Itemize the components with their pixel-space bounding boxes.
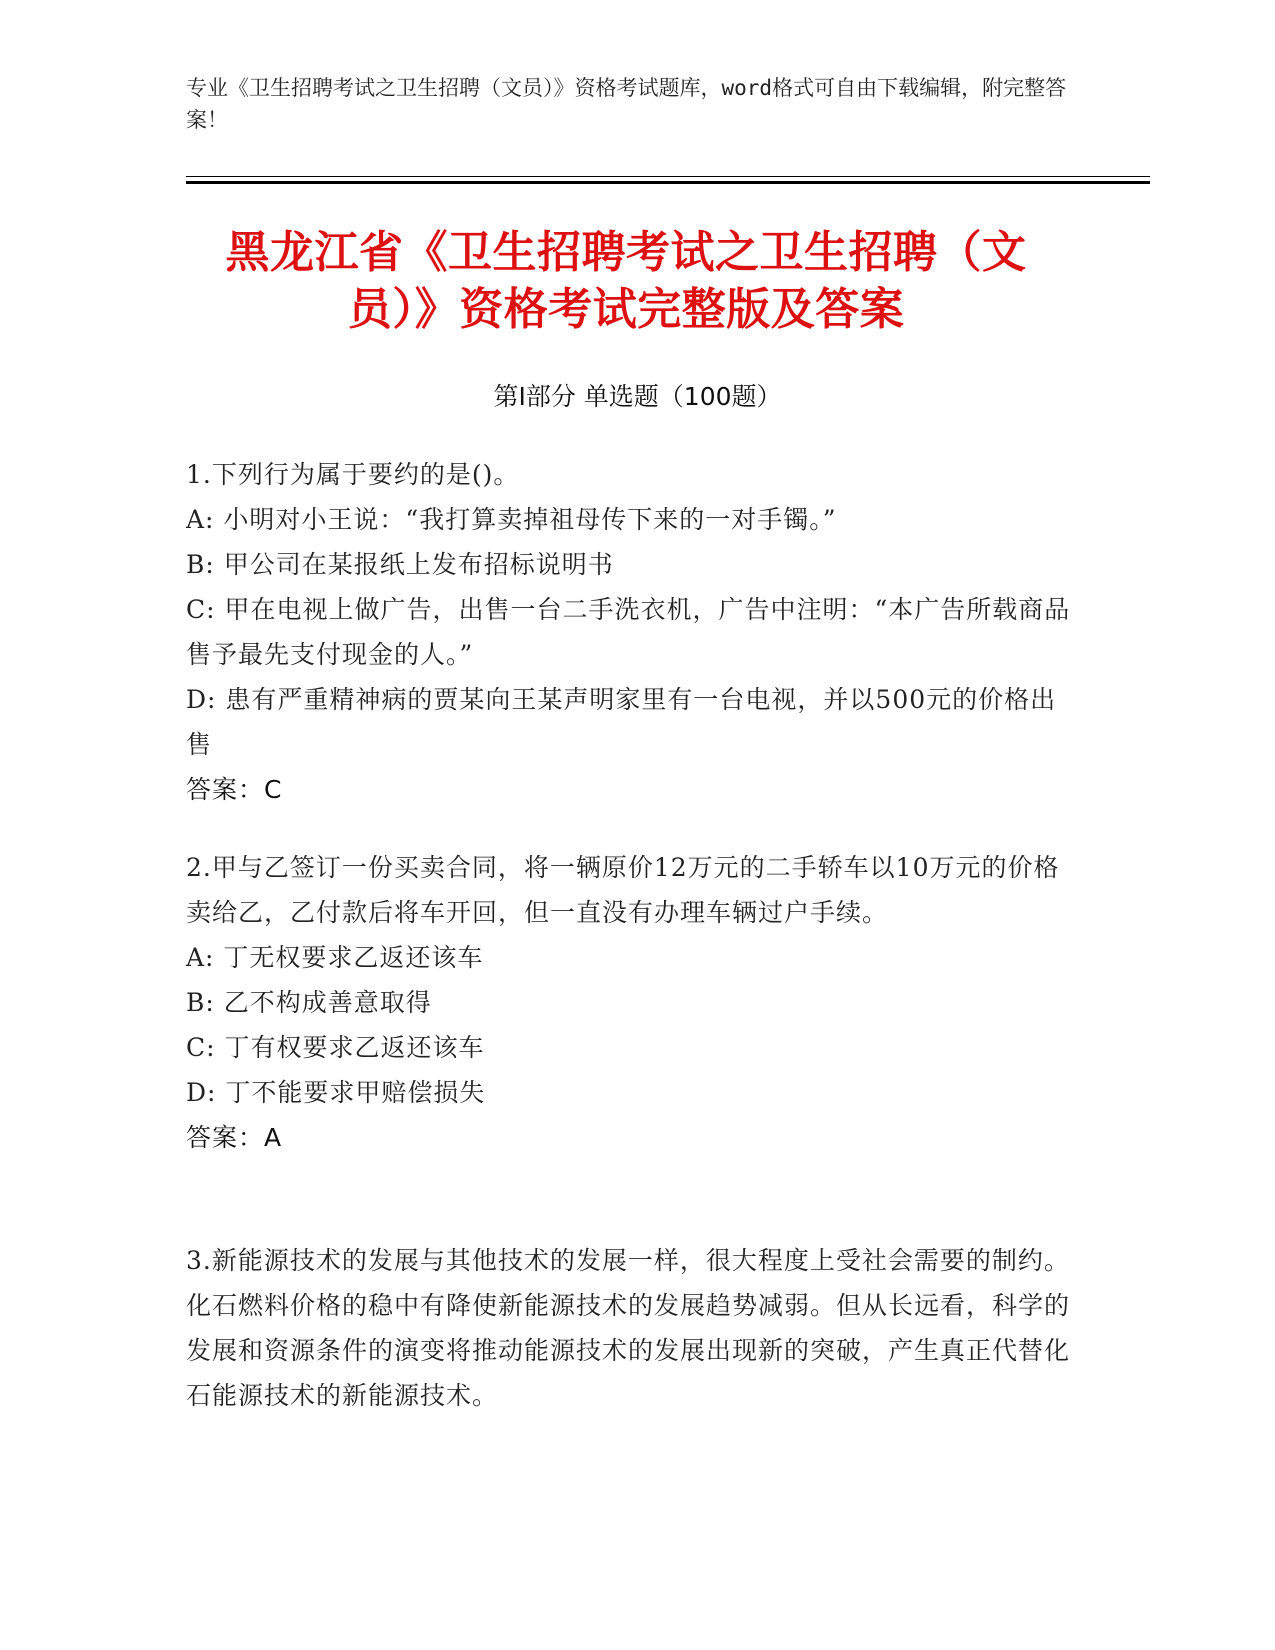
question-2 (186, 845, 1076, 1160)
option-d: D: 患有严重精神病的贾某向王某声明家里有一台电视，并以500元的价格出售 (186, 685, 1057, 759)
document-title: 黑龙江省《卫生招聘考试之卫生招聘（文员）》资格考试完整版及答案 (225, 227, 1027, 335)
question-stem: 2.甲与乙签订一份买卖合同，将一辆原价12万元的二手轿车以10万元的价格卖给乙，乙付款后将车开回，但一直没有办理车辆过户手续。 (186, 853, 1060, 927)
option-b: B: 乙不构成善意取得 (186, 988, 432, 1017)
option-d: D: 丁不能要求甲赔偿损失 (186, 1078, 486, 1107)
question-stem: 1.下列行为属于要约的是()。 (186, 460, 520, 489)
option-b: B: 甲公司在某报纸上发布招标说明书 (186, 550, 614, 579)
option-a: A: 小明对小王说：“我打算卖掉祖母传下来的一对手镯。” (186, 505, 837, 534)
question-3 (186, 1238, 1076, 1418)
answer-label: 答案：A (186, 1123, 283, 1152)
question-1 (186, 452, 1076, 812)
section-title: 第Ⅰ部分 单选题（100题） (493, 382, 782, 411)
option-c: C: 甲在电视上做广告，出售一台二手洗衣机，广告中注明：“本广告所载商品售予最先支付现金的人。” (186, 595, 1071, 669)
answer-label: 答案：C (186, 775, 283, 804)
header-note: 专业《卫生招聘考试之卫生招聘（文员）》资格考试题库，word格式可自由下载编辑，附完整答案！ (186, 76, 1067, 132)
option-a: A: 丁无权要求乙返还该车 (186, 943, 484, 972)
header-divider-thick (186, 181, 1150, 184)
question-stem: 3.新能源技术的发展与其他技术的发展一样，很大程度上受社会需要的制约。化石燃料价格的稳中有降使新能源技术的发展趋势减弱。但从长远看，科学的发展和资源条件的演变将推动能源技术的发展出现新的突破，产生真正代替化石能源技术的新能源技术。 (186, 1246, 1071, 1410)
header-divider-thin (186, 176, 1150, 177)
option-c: C: 丁有权要求乙返还该车 (186, 1033, 485, 1062)
